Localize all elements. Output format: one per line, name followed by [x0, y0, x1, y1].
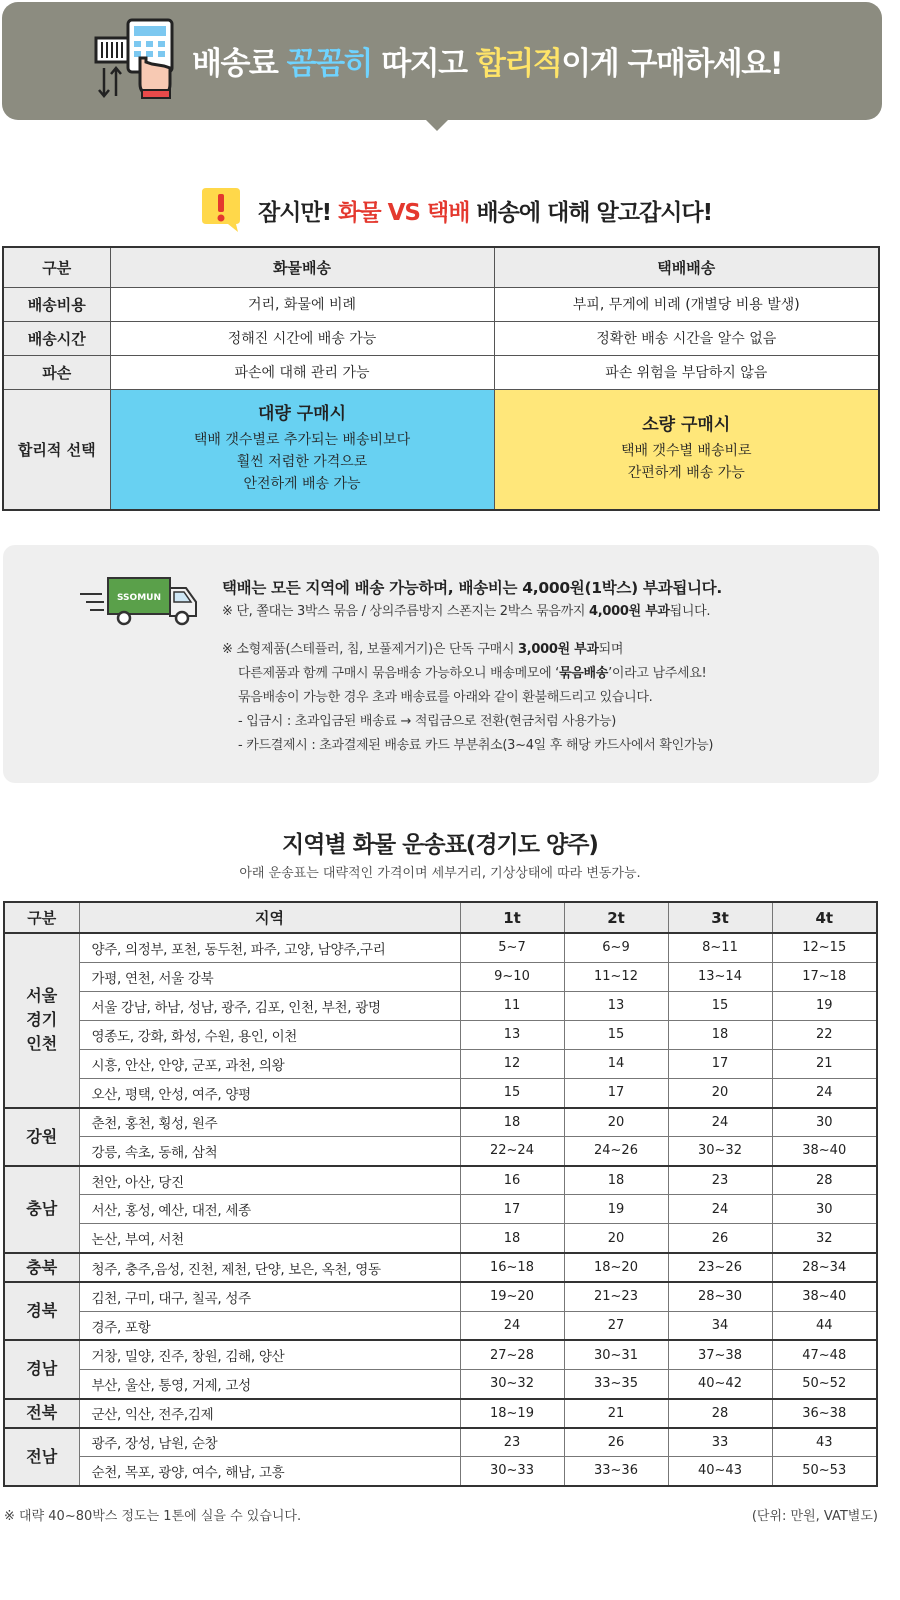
area-cell: 부산, 울산, 통영, 거제, 고성 [79, 1369, 460, 1398]
rate-cell: 20 [668, 1078, 772, 1107]
rate-table-title: 지역별 화물 운송표(경기도 양주) [282, 832, 598, 858]
rate-cell: 30 [772, 1195, 877, 1224]
area-cell: 군산, 익산, 전주,김제 [79, 1399, 460, 1428]
rate-cell: 30~31 [564, 1340, 668, 1369]
parcel-choice-line: 간편하게 배송 가능 [627, 465, 745, 482]
rate-cell: 23 [668, 1166, 772, 1195]
region-cell: 충북 [4, 1253, 79, 1282]
area-cell: 오산, 평택, 안성, 여주, 양평 [79, 1078, 460, 1107]
rate-cell: 5~7 [460, 933, 564, 962]
shipping-info-line: - 카드결제시 : 초과결제된 배송료 카드 부분취소(3~4일 후 해당 카드사에서 확인가능) [238, 738, 714, 753]
rate-cell: 18~19 [460, 1399, 564, 1428]
rate-cell: 40~43 [668, 1457, 772, 1486]
rate-cell: 23 [460, 1428, 564, 1457]
rate-cell: 26 [564, 1428, 668, 1457]
shipping-info-line: 다른제품과 함께 구매시 묶음배송 가능하오니 배송메모에 ‘묶음배송’이라고 남주세요! [238, 666, 707, 681]
rate-cell: 43 [772, 1428, 877, 1457]
rate-cell: 24 [772, 1078, 877, 1107]
compare-cell-cargo: 정해진 시간에 배송 가능 [110, 321, 494, 355]
rate-cell: 6~9 [564, 933, 668, 962]
area-cell: 청주, 충주,음성, 진천, 제천, 단양, 보은, 옥천, 영동 [79, 1253, 460, 1282]
cargo-choice-cell [110, 389, 494, 510]
table-row [4, 1166, 877, 1195]
rate-cell: 33~36 [564, 1457, 668, 1486]
compare-cell-parcel: 부피, 무게에 비례 (개별당 비용 발생) [494, 287, 879, 321]
compare-choice-row [3, 389, 879, 510]
rate-cell: 30~33 [460, 1457, 564, 1486]
rate-cell: 28~34 [772, 1253, 877, 1282]
rate-cell: 38~40 [772, 1282, 877, 1311]
rate-cell: 18~20 [564, 1253, 668, 1282]
rate-cell: 34 [668, 1311, 772, 1340]
table-row [4, 1311, 877, 1340]
area-cell: 순천, 목포, 광양, 여수, 해남, 고흥 [79, 1457, 460, 1486]
rate-cell: 17 [460, 1195, 564, 1224]
area-cell: 시흥, 안산, 안양, 군포, 과천, 의왕 [79, 1049, 460, 1078]
parcel-choice-line: 택배 갯수별 배송비로 [620, 443, 752, 460]
rate-cell: 24 [668, 1108, 772, 1137]
rate-cell: 19~20 [460, 1282, 564, 1311]
rate-cell: 28 [772, 1166, 877, 1195]
rate-cell: 17 [564, 1078, 668, 1107]
compare-row [3, 321, 879, 355]
compare-row-label: 합리적 선택 [3, 389, 110, 510]
footnote: ※ 대략 40~80박스 정도는 1톤에 실을 수 있습니다. [4, 1509, 302, 1524]
unit-note: (단위: 만원, VAT별도) [751, 1509, 878, 1524]
rate-cell: 13 [564, 991, 668, 1020]
banner-pointer [424, 118, 450, 131]
rate-header-1t: 1t [460, 902, 564, 933]
rate-cell: 21 [772, 1049, 877, 1078]
rate-cell: 15 [668, 991, 772, 1020]
rate-header-2t: 2t [564, 902, 668, 933]
cargo-choice-line: 훨씬 저렴한 가격으로 [236, 454, 368, 471]
rate-table [3, 901, 878, 1487]
rate-table-header [4, 902, 877, 933]
rate-cell: 37~38 [668, 1340, 772, 1369]
rate-cell: 50~53 [772, 1457, 877, 1486]
rate-cell: 21~23 [564, 1282, 668, 1311]
rate-cell: 17~18 [772, 962, 877, 991]
shipping-info-headline: 택배는 모든 지역에 배송 가능하며, 배송비는 4,000원(1박스) 부과됩니다. [222, 579, 722, 597]
area-cell: 춘천, 홍천, 횡성, 원주 [79, 1108, 460, 1137]
compare-header-category: 구분 [3, 247, 110, 287]
rate-cell: 12~15 [772, 933, 877, 962]
rate-cell: 24 [668, 1195, 772, 1224]
table-row [4, 1108, 877, 1137]
compare-row-label: 배송비용 [3, 287, 110, 321]
rate-cell: 18 [564, 1166, 668, 1195]
rate-cell: 30~32 [460, 1369, 564, 1398]
rate-table-subtitle: 아래 운송표는 대략적인 가격이며 세부거리, 기상상태에 따라 변동가능. [239, 866, 641, 881]
shipping-info-line: - 입금시 : 초과입금된 배송료 → 적립금으로 전환(현금처럼 사용가능) [238, 714, 616, 729]
shipping-info-line: 묶음배송이 가능한 경우 초과 배송료를 아래와 같이 환불해드리고 있습니다. [238, 690, 653, 705]
rate-cell: 14 [564, 1049, 668, 1078]
rate-cell: 33 [668, 1428, 772, 1457]
compare-cell-cargo: 파손에 대해 관리 가능 [110, 355, 494, 389]
rate-cell: 28 [668, 1399, 772, 1428]
compare-section-title: 잠시만! 화물 VS 택배 배송에 대해 알고갑시다! [258, 200, 713, 226]
table-row [4, 1195, 877, 1224]
compare-row [3, 287, 879, 321]
table-row [4, 1137, 877, 1166]
cargo-choice-line: 안전하게 배송 가능 [243, 476, 361, 493]
rate-cell: 38~40 [772, 1137, 877, 1166]
rate-cell: 20 [564, 1108, 668, 1137]
rate-cell: 24~26 [564, 1137, 668, 1166]
area-cell: 경주, 포항 [79, 1311, 460, 1340]
rate-cell: 22~24 [460, 1137, 564, 1166]
region-cell: 충남 [4, 1166, 79, 1253]
calculator-hand-icon [94, 18, 180, 100]
rate-cell: 28~30 [668, 1282, 772, 1311]
area-cell: 서울 강남, 하남, 성남, 광주, 김포, 인천, 부천, 광명 [79, 991, 460, 1020]
area-cell: 광주, 장성, 남원, 순창 [79, 1428, 460, 1457]
cargo-choice-title: 대량 구매시 [257, 404, 347, 425]
table-row [4, 1282, 877, 1311]
rate-cell: 24 [460, 1311, 564, 1340]
table-row [4, 1369, 877, 1398]
rate-header-category: 구분 [4, 902, 79, 933]
rate-cell: 23~26 [668, 1253, 772, 1282]
rate-cell: 12 [460, 1049, 564, 1078]
cargo-choice-line: 택배 갯수별로 추가되는 배송비보다 [193, 432, 411, 449]
rate-cell: 36~38 [772, 1399, 877, 1428]
parcel-choice-cell [494, 389, 879, 510]
rate-cell: 20 [564, 1224, 668, 1253]
rate-cell: 50~52 [772, 1369, 877, 1398]
rate-cell: 16~18 [460, 1253, 564, 1282]
rate-cell: 21 [564, 1399, 668, 1428]
rate-cell: 33~35 [564, 1369, 668, 1398]
table-row [4, 962, 877, 991]
area-cell: 거창, 밀양, 진주, 창원, 김해, 양산 [79, 1340, 460, 1369]
area-cell: 천안, 아산, 당진 [79, 1166, 460, 1195]
rate-cell: 40~42 [668, 1369, 772, 1398]
compare-cell-parcel: 정확한 배송 시간을 알수 없음 [494, 321, 879, 355]
rate-cell: 9~10 [460, 962, 564, 991]
shipping-info-line: ※ 단, 쫄대는 3박스 묶음 / 상의주름방지 스폰지는 2박스 묶음까지 4,000원 부과됩니다. [222, 604, 711, 619]
compare-row-label: 파손 [3, 355, 110, 389]
rate-cell: 18 [460, 1224, 564, 1253]
compare-table [2, 246, 880, 511]
table-row [4, 991, 877, 1020]
rate-cell: 15 [564, 1020, 668, 1049]
rate-cell: 18 [460, 1108, 564, 1137]
rate-cell: 32 [772, 1224, 877, 1253]
rate-cell: 18 [668, 1020, 772, 1049]
area-cell: 영종도, 강화, 화성, 수원, 용인, 이천 [79, 1020, 460, 1049]
banner-title: 배송료 꼼꼼히 따지고 합리적이게 구매하세요! [192, 46, 783, 82]
compare-header-parcel: 택배배송 [494, 247, 879, 287]
rate-cell: 11 [460, 991, 564, 1020]
table-row [4, 1457, 877, 1486]
area-cell: 김천, 구미, 대구, 칠곡, 성주 [79, 1282, 460, 1311]
parcel-choice-title: 소량 구매시 [642, 415, 731, 436]
delivery-truck-icon [80, 574, 200, 628]
area-cell: 양주, 의정부, 포천, 동두천, 파주, 고양, 남양주,구리 [79, 933, 460, 962]
region-cell: 전남 [4, 1428, 79, 1486]
compare-row [3, 355, 879, 389]
rate-header-area: 지역 [79, 902, 460, 933]
table-row [4, 1224, 877, 1253]
table-row [4, 1049, 877, 1078]
table-row [4, 933, 877, 962]
compare-header-cargo: 화물배송 [110, 247, 494, 287]
rate-cell: 30~32 [668, 1137, 772, 1166]
rate-cell: 11~12 [564, 962, 668, 991]
rate-cell: 16 [460, 1166, 564, 1195]
region-cell: 전북 [4, 1399, 79, 1428]
truck-label: SSOMUN [116, 593, 162, 603]
region-cell: 서울 경기 인천 [4, 933, 79, 1108]
exclamation-icon [198, 188, 244, 232]
region-cell: 강원 [4, 1108, 79, 1166]
area-cell: 서산, 홍성, 예산, 대전, 세종 [79, 1195, 460, 1224]
rate-header-3t: 3t [668, 902, 772, 933]
area-cell: 가평, 연천, 서울 강북 [79, 962, 460, 991]
rate-cell: 47~48 [772, 1340, 877, 1369]
rate-cell: 26 [668, 1224, 772, 1253]
area-cell: 강릉, 속초, 동해, 삼척 [79, 1137, 460, 1166]
table-row [4, 1253, 877, 1282]
table-row [4, 1399, 877, 1428]
rate-cell: 8~11 [668, 933, 772, 962]
rate-cell: 17 [668, 1049, 772, 1078]
rate-cell: 22 [772, 1020, 877, 1049]
compare-cell-parcel: 파손 위험을 부담하지 않음 [494, 355, 879, 389]
shipping-info-line: ※ 소형제품(스테플러, 침, 보풀제거기)은 단독 구매시 3,000원 부과되며 [222, 642, 624, 657]
rate-cell: 44 [772, 1311, 877, 1340]
rate-cell: 19 [772, 991, 877, 1020]
rate-cell: 19 [564, 1195, 668, 1224]
table-row [4, 1078, 877, 1107]
shipping-info-text [222, 576, 722, 758]
rate-cell: 15 [460, 1078, 564, 1107]
compare-cell-cargo: 거리, 화물에 비례 [110, 287, 494, 321]
rate-cell: 27 [564, 1311, 668, 1340]
table-row [4, 1020, 877, 1049]
region-cell: 경북 [4, 1282, 79, 1340]
rate-header-4t: 4t [772, 902, 877, 933]
rate-cell: 30 [772, 1108, 877, 1137]
table-row [4, 1340, 877, 1369]
rate-cell: 13 [460, 1020, 564, 1049]
rate-cell: 13~14 [668, 962, 772, 991]
area-cell: 논산, 부여, 서천 [79, 1224, 460, 1253]
compare-row-label: 배송시간 [3, 321, 110, 355]
table-row [4, 1428, 877, 1457]
rate-cell: 27~28 [460, 1340, 564, 1369]
region-cell: 경남 [4, 1340, 79, 1398]
